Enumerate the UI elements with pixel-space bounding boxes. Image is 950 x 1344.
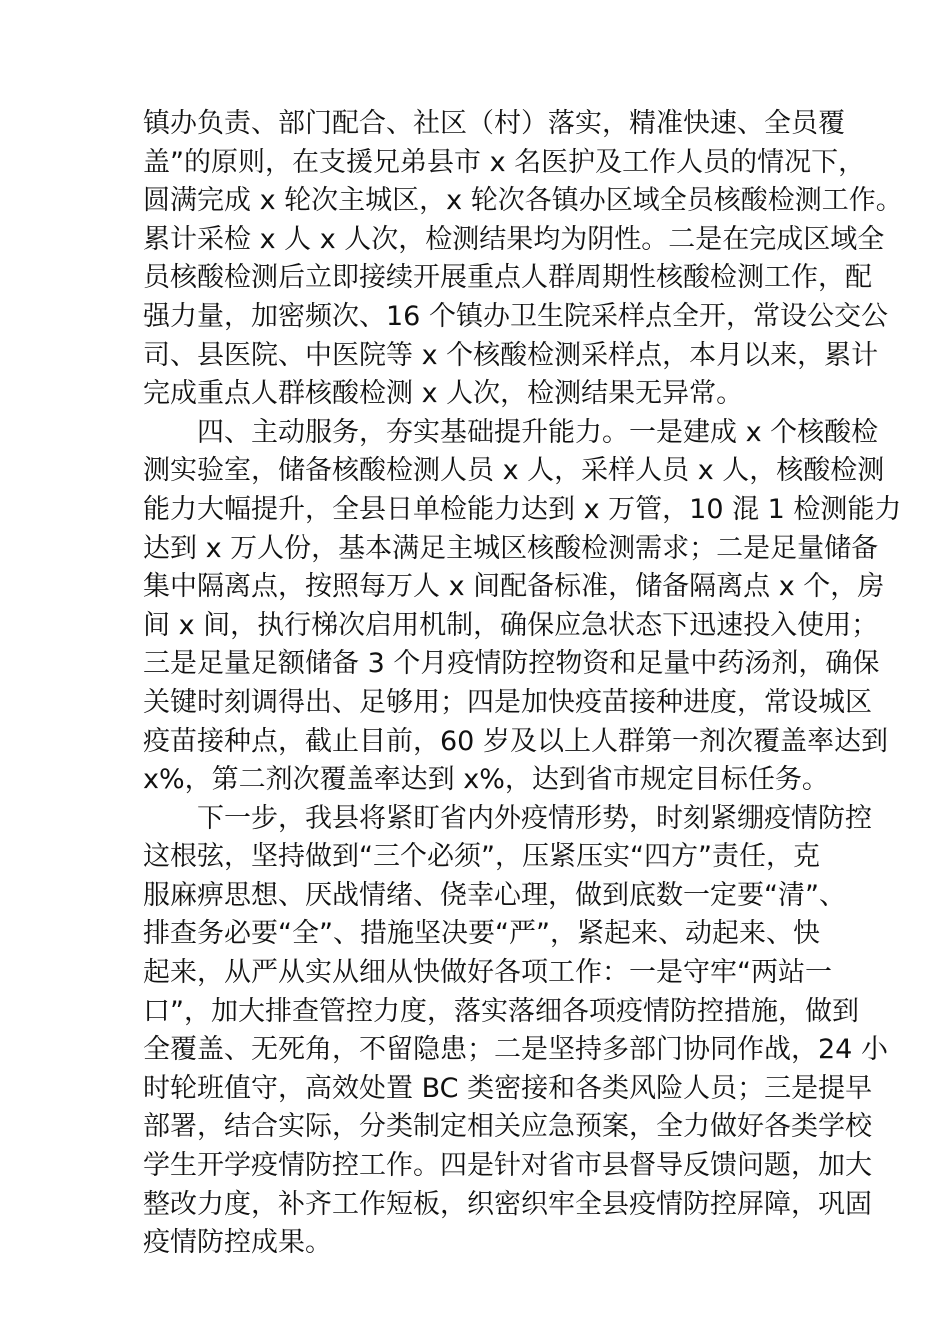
text-line: 达到 x 万人份，基本满足主城区核酸检测需求；二是足量储备 (143, 532, 879, 564)
text-line: 这根弦，坚持做到“三个必须”，压紧压实“四方”责任，克 (143, 841, 820, 873)
text-line: 疫情防控成果。 (143, 1227, 332, 1259)
text-line: 间 x 间，执行梯次启用机制，确保应急状态下迅速投入使用； (143, 609, 879, 641)
text-line: 排查务必要“全”、措施坚决要“严”，紧起来、动起来、快 (143, 918, 820, 950)
text-line: 测实验室，储备核酸检测人员 x 人，采样人员 x 人，核酸检测 (143, 455, 885, 487)
text-line: 全覆盖、无死角，不留隐患；二是坚持多部门协同作战，24 小 (143, 1034, 888, 1066)
text-line: 集中隔离点，按照每万人 x 间配备标准，储备隔离点 x 个，房 (143, 571, 885, 603)
text-line: 疫苗接种点，截止目前，60 岁及以上人群第一剂次覆盖率达到 (143, 725, 888, 757)
text-line: 司、县医院、中医院等 x 个核酸检测采样点，本月以来，累计 (143, 339, 879, 371)
text-line: 部署，结合实际，分类制定相关应急预案，全力做好各类学校 (143, 1111, 872, 1143)
paragraph-2 (143, 414, 902, 800)
text-line: 学生开学疫情防控工作。四是针对省市县督导反馈问题，加大 (143, 1150, 872, 1182)
text-line: 关键时刻调得出、足够用；四是加快疫苗接种进度，常设城区 (143, 686, 872, 718)
text-line: 强力量，加密频次、16 个镇办卫生院采样点全开，常设公交公 (143, 300, 888, 332)
text-line: 起来，从严从实从细从快做好各项工作：一是守牢“两站一 (143, 957, 832, 989)
text-line: 能力大幅提升，全县日单检能力达到 x 万管，10 混 1 检测能力 (143, 493, 902, 525)
text-line: 三是足量足额储备 3 个月疫情防控物资和足量中药汤剂，确保 (143, 648, 880, 680)
text-line: 完成重点人群核酸检测 x 人次，检测结果无异常。 (143, 378, 744, 410)
text-line: 整改力度，补齐工作短板，织密织牢全县疫情防控屏障，巩固 (143, 1188, 872, 1220)
text-line: 服麻痹思想、厌战情绪、侥幸心理，做到底数一定要“清”、 (143, 879, 846, 911)
text-line: 镇办负责、部门配合、社区（村）落实，精准快速、全员覆 (143, 108, 845, 139)
text-line: 时轮班值守，高效处置 BC 类密接和各类风险人员；三是提早 (143, 1072, 873, 1104)
text-line: 员核酸检测后立即接续开展重点人群周期性核酸检测工作，配 (143, 262, 872, 294)
text-line: 四、主动服务，夯实基础提升能力。一是建成 x 个核酸检 (197, 416, 879, 448)
text-line: 口”，加大排查管控力度，落实落细各项疫情防控措施，做到 (143, 995, 859, 1027)
text-line: x%，第二剂次覆盖率达到 x%，达到省市规定目标任务。 (143, 764, 829, 796)
text-line: 盖”的原则，在支援兄弟县市 x 名医护及工作人员的情况下， (143, 146, 866, 178)
text-line: 下一步，我县将紧盯省内外疫情形势，时刻紧绷疫情防控 (197, 802, 872, 834)
paragraph-3 (143, 800, 888, 1263)
text-line: 圆满完成 x 轮次主城区，x 轮次各镇办区域全员核酸检测工作。 (143, 185, 903, 217)
text-line: 累计采检 x 人 x 人次，检测结果均为阴性。二是在完成区域全 (143, 223, 885, 255)
paragraph-1 (143, 105, 903, 414)
document-body (143, 105, 903, 1263)
